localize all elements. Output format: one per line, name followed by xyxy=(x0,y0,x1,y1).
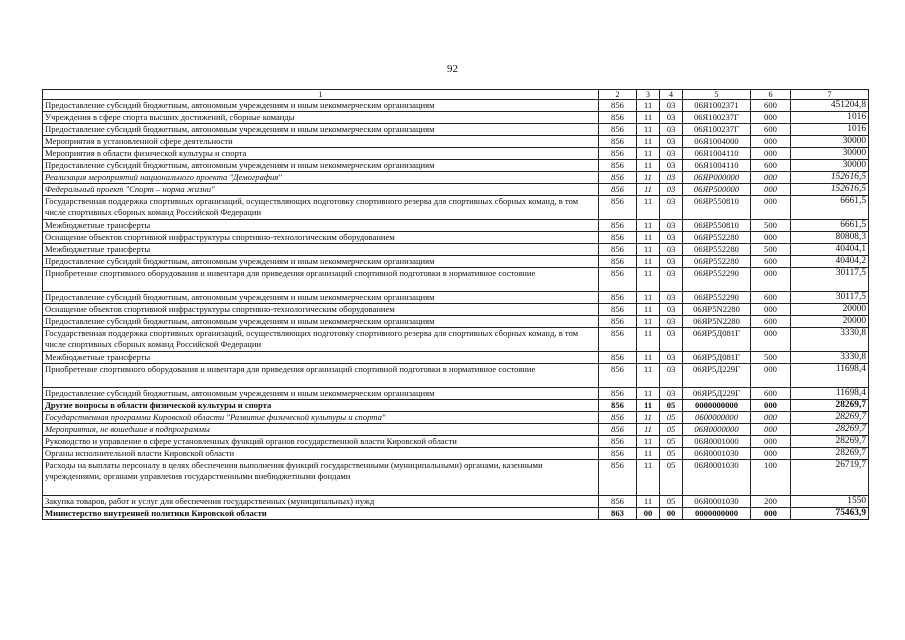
cell-name: Предоставление субсидий бюджетным, автономным учреждениям и иным некоммерческим организациям xyxy=(43,160,599,172)
cell-podrazdel: 03 xyxy=(660,244,683,256)
cell-name: Оснащение объектов спортивной инфраструктуры спортивно-технологическим оборудованием xyxy=(43,304,599,316)
cell-glava: 856 xyxy=(599,364,637,388)
column-header: 5 xyxy=(683,90,751,100)
cell-target-article: 06ЯР5N2280 xyxy=(683,316,751,328)
cell-name: Предоставление субсидий бюджетным, автономным учреждениям и иным некоммерческим организациям xyxy=(43,388,599,400)
cell-target-article: 06ЯР552280 xyxy=(683,244,751,256)
cell-glava: 856 xyxy=(599,220,637,232)
cell-podrazdel: 03 xyxy=(660,100,683,112)
cell-amount: 1016 xyxy=(791,112,869,124)
cell-expense-type: 000 xyxy=(751,424,791,436)
table-row xyxy=(43,184,869,196)
cell-target-article: 06ЯР552280 xyxy=(683,256,751,268)
table-row xyxy=(43,436,869,448)
cell-name: Предоставление субсидий бюджетным, автономным учреждениям и иным некоммерческим организациям xyxy=(43,256,599,268)
table-row xyxy=(43,352,869,364)
cell-podrazdel: 03 xyxy=(660,316,683,328)
cell-target-article: 06Я0000000 xyxy=(683,424,751,436)
cell-expense-type: 600 xyxy=(751,292,791,304)
cell-expense-type: 000 xyxy=(751,412,791,424)
cell-glava: 856 xyxy=(599,412,637,424)
cell-glava: 856 xyxy=(599,388,637,400)
cell-glava: 856 xyxy=(599,136,637,148)
cell-podrazdel: 03 xyxy=(660,232,683,244)
cell-podrazdel: 03 xyxy=(660,256,683,268)
table-row xyxy=(43,196,869,220)
cell-expense-type: 600 xyxy=(751,316,791,328)
cell-name: Межбюджетные трансферты xyxy=(43,220,599,232)
cell-name: Предоставление субсидий бюджетным, автономным учреждениям и иным некоммерческим организациям xyxy=(43,124,599,136)
cell-razdel: 11 xyxy=(637,316,660,328)
cell-target-article: 06ЯР5Д229Г xyxy=(683,388,751,400)
cell-target-article: 06ЯР5Д229Г xyxy=(683,364,751,388)
cell-target-article: 06ЯР550810 xyxy=(683,220,751,232)
cell-glava: 856 xyxy=(599,232,637,244)
cell-target-article: 06Я100237Г xyxy=(683,112,751,124)
cell-name: Государственная программа Кировской области "Развитие физической культуры и спорта" xyxy=(43,412,599,424)
cell-glava: 856 xyxy=(599,316,637,328)
cell-name: Учреждения в сфере спорта высших достижений, сборные команды xyxy=(43,112,599,124)
cell-target-article: 0600000000 xyxy=(683,412,751,424)
cell-expense-type: 500 xyxy=(751,220,791,232)
table-row xyxy=(43,256,869,268)
cell-target-article: 06ЯР000000 xyxy=(683,172,751,184)
cell-razdel: 11 xyxy=(637,268,660,292)
table-row xyxy=(43,508,869,520)
cell-expense-type: 000 xyxy=(751,508,791,520)
table-body xyxy=(43,100,869,520)
cell-amount: 6661,5 xyxy=(791,196,869,220)
cell-name: Реализация мероприятий национального проекта "Демография" xyxy=(43,172,599,184)
cell-name: Приобретение спортивного оборудования и инвентаря для приведения организаций спортивной подготовки в нормативное состояние xyxy=(43,364,599,388)
cell-glava: 856 xyxy=(599,124,637,136)
cell-podrazdel: 03 xyxy=(660,148,683,160)
cell-amount: 28269,7 xyxy=(791,448,869,460)
cell-amount: 152616,5 xyxy=(791,172,869,184)
cell-expense-type: 000 xyxy=(751,112,791,124)
cell-amount: 6661,5 xyxy=(791,220,869,232)
cell-podrazdel: 03 xyxy=(660,304,683,316)
table-row xyxy=(43,136,869,148)
cell-razdel: 11 xyxy=(637,112,660,124)
cell-podrazdel: 03 xyxy=(660,136,683,148)
cell-amount: 152616,5 xyxy=(791,184,869,196)
cell-amount: 11698,4 xyxy=(791,388,869,400)
cell-razdel: 11 xyxy=(637,124,660,136)
cell-amount: 3330,8 xyxy=(791,328,869,352)
column-header: 2 xyxy=(599,90,637,100)
cell-name: Руководство и управление в сфере установленных функций органов государственной власти Кировской области xyxy=(43,436,599,448)
cell-amount: 30000 xyxy=(791,148,869,160)
cell-podrazdel: 05 xyxy=(660,496,683,508)
table-row xyxy=(43,100,869,112)
cell-razdel: 11 xyxy=(637,412,660,424)
cell-target-article: 0000000000 xyxy=(683,508,751,520)
cell-name: Государственная поддержка спортивных организаций, осуществляющих подготовку спортивного резерва для спортивных сборных команд, в том числе спортивных сборных команд Российской Федерации xyxy=(43,328,599,352)
cell-razdel: 11 xyxy=(637,172,660,184)
cell-glava: 856 xyxy=(599,148,637,160)
cell-razdel: 11 xyxy=(637,292,660,304)
cell-podrazdel: 05 xyxy=(660,412,683,424)
table-row xyxy=(43,244,869,256)
cell-name: Оснащение объектов спортивной инфраструктуры спортивно-технологическим оборудованием xyxy=(43,232,599,244)
table-row xyxy=(43,292,869,304)
cell-podrazdel: 05 xyxy=(660,436,683,448)
cell-podrazdel: 03 xyxy=(660,388,683,400)
cell-podrazdel: 03 xyxy=(660,328,683,352)
cell-target-article: 06Я0001030 xyxy=(683,448,751,460)
table-row xyxy=(43,400,869,412)
cell-podrazdel: 03 xyxy=(660,364,683,388)
cell-expense-type: 000 xyxy=(751,172,791,184)
cell-podrazdel: 03 xyxy=(660,172,683,184)
column-header: 4 xyxy=(660,90,683,100)
cell-razdel: 11 xyxy=(637,364,660,388)
column-header: 6 xyxy=(751,90,791,100)
table-row xyxy=(43,304,869,316)
cell-glava: 856 xyxy=(599,196,637,220)
cell-name: Предоставление субсидий бюджетным, автономным учреждениям и иным некоммерческим организациям xyxy=(43,292,599,304)
cell-expense-type: 600 xyxy=(751,124,791,136)
cell-target-article: 06Я1004000 xyxy=(683,136,751,148)
cell-target-article: 06Я1004110 xyxy=(683,148,751,160)
cell-glava: 856 xyxy=(599,460,637,496)
cell-podrazdel: 05 xyxy=(660,400,683,412)
cell-expense-type: 000 xyxy=(751,328,791,352)
cell-razdel: 11 xyxy=(637,388,660,400)
cell-expense-type: 200 xyxy=(751,496,791,508)
table-row xyxy=(43,460,869,496)
cell-razdel: 11 xyxy=(637,160,660,172)
cell-glava: 856 xyxy=(599,436,637,448)
page-number: 92 xyxy=(447,63,458,75)
cell-podrazdel: 05 xyxy=(660,424,683,436)
cell-name: Закупка товаров, работ и услуг для обеспечения государственных (муниципальных) нужд xyxy=(43,496,599,508)
cell-target-article: 06Я0001000 xyxy=(683,436,751,448)
cell-razdel: 11 xyxy=(637,256,660,268)
table-row xyxy=(43,148,869,160)
table-row xyxy=(43,388,869,400)
cell-target-article: 06ЯР5N2280 xyxy=(683,304,751,316)
cell-target-article: 06ЯР550810 xyxy=(683,196,751,220)
table-row xyxy=(43,268,869,292)
cell-podrazdel: 03 xyxy=(660,196,683,220)
cell-expense-type: 000 xyxy=(751,196,791,220)
cell-glava: 856 xyxy=(599,256,637,268)
cell-razdel: 00 xyxy=(637,508,660,520)
cell-name: Министерство внутренней политики Кировской области xyxy=(43,508,599,520)
cell-name: Межбюджетные трансферты xyxy=(43,244,599,256)
cell-target-article: 06ЯР5Д081Г xyxy=(683,352,751,364)
cell-expense-type: 000 xyxy=(751,232,791,244)
cell-target-article: 06Я100237Г xyxy=(683,124,751,136)
cell-target-article: 06ЯР5Д081Г xyxy=(683,328,751,352)
cell-amount: 26719,7 xyxy=(791,460,869,496)
cell-expense-type: 000 xyxy=(751,148,791,160)
cell-expense-type: 000 xyxy=(751,448,791,460)
table-row xyxy=(43,424,869,436)
cell-podrazdel: 03 xyxy=(660,184,683,196)
table-row xyxy=(43,112,869,124)
cell-target-article: 06ЯР552290 xyxy=(683,268,751,292)
cell-podrazdel: 03 xyxy=(660,220,683,232)
cell-expense-type: 100 xyxy=(751,460,791,496)
header-row xyxy=(43,90,869,100)
budget-table xyxy=(42,89,869,520)
cell-podrazdel: 03 xyxy=(660,268,683,292)
cell-name: Государственная поддержка спортивных организаций, осуществляющих подготовку спортивного резерва для спортивных сборных команд, в том числе спортивных сборных команд Российской Федерации xyxy=(43,196,599,220)
cell-target-article: 06ЯР500000 xyxy=(683,184,751,196)
cell-amount: 80808,3 xyxy=(791,232,869,244)
cell-podrazdel: 03 xyxy=(660,352,683,364)
cell-glava: 856 xyxy=(599,400,637,412)
cell-podrazdel: 05 xyxy=(660,460,683,496)
cell-amount: 40404,2 xyxy=(791,256,869,268)
cell-glava: 856 xyxy=(599,160,637,172)
cell-podrazdel: 00 xyxy=(660,508,683,520)
cell-amount: 28269,7 xyxy=(791,400,869,412)
cell-razdel: 11 xyxy=(637,352,660,364)
cell-expense-type: 000 xyxy=(751,400,791,412)
table-row xyxy=(43,220,869,232)
cell-razdel: 11 xyxy=(637,244,660,256)
cell-glava: 856 xyxy=(599,244,637,256)
cell-podrazdel: 03 xyxy=(660,292,683,304)
cell-expense-type: 000 xyxy=(751,304,791,316)
cell-target-article: 06Я1002371 xyxy=(683,100,751,112)
cell-name: Мероприятия, не вошедшие в подпрограммы xyxy=(43,424,599,436)
table-row xyxy=(43,232,869,244)
cell-amount: 3330,8 xyxy=(791,352,869,364)
cell-amount: 11698,4 xyxy=(791,364,869,388)
cell-expense-type: 600 xyxy=(751,100,791,112)
cell-name: Другие вопросы в области физической культуры и спорта xyxy=(43,400,599,412)
cell-glava: 856 xyxy=(599,268,637,292)
cell-razdel: 11 xyxy=(637,436,660,448)
cell-razdel: 11 xyxy=(637,232,660,244)
cell-amount: 1016 xyxy=(791,124,869,136)
cell-podrazdel: 03 xyxy=(660,160,683,172)
cell-razdel: 11 xyxy=(637,400,660,412)
cell-name: Органы исполнительной власти Кировской области xyxy=(43,448,599,460)
cell-target-article: 06Я0001030 xyxy=(683,496,751,508)
cell-razdel: 11 xyxy=(637,148,660,160)
cell-glava: 856 xyxy=(599,496,637,508)
cell-target-article: 06ЯР552280 xyxy=(683,232,751,244)
cell-glava: 856 xyxy=(599,352,637,364)
cell-razdel: 11 xyxy=(637,496,660,508)
cell-amount: 451204,8 xyxy=(791,100,869,112)
cell-expense-type: 000 xyxy=(751,364,791,388)
cell-podrazdel: 05 xyxy=(660,448,683,460)
cell-amount: 30117,5 xyxy=(791,268,869,292)
table-row xyxy=(43,172,869,184)
table-row xyxy=(43,160,869,172)
cell-razdel: 11 xyxy=(637,196,660,220)
cell-glava: 856 xyxy=(599,448,637,460)
cell-name: Межбюджетные трансферты xyxy=(43,352,599,364)
cell-expense-type: 600 xyxy=(751,388,791,400)
cell-name: Предоставление субсидий бюджетным, автономным учреждениям и иным некоммерческим организациям xyxy=(43,316,599,328)
table-row xyxy=(43,124,869,136)
cell-glava: 863 xyxy=(599,508,637,520)
cell-razdel: 11 xyxy=(637,460,660,496)
cell-amount: 40404,1 xyxy=(791,244,869,256)
table-row xyxy=(43,496,869,508)
cell-target-article: 06ЯР552290 xyxy=(683,292,751,304)
table-row xyxy=(43,316,869,328)
cell-amount: 30117,5 xyxy=(791,292,869,304)
cell-razdel: 11 xyxy=(637,328,660,352)
table-row xyxy=(43,412,869,424)
cell-name: Федеральный проект "Спорт – норма жизни" xyxy=(43,184,599,196)
cell-amount: 28269,7 xyxy=(791,412,869,424)
cell-amount: 75463,9 xyxy=(791,508,869,520)
cell-target-article: 0000000000 xyxy=(683,400,751,412)
cell-razdel: 11 xyxy=(637,184,660,196)
cell-glava: 856 xyxy=(599,292,637,304)
cell-razdel: 11 xyxy=(637,304,660,316)
cell-expense-type: 500 xyxy=(751,352,791,364)
cell-glava: 856 xyxy=(599,328,637,352)
cell-glava: 856 xyxy=(599,424,637,436)
cell-amount: 30000 xyxy=(791,160,869,172)
cell-target-article: 06Я1004110 xyxy=(683,160,751,172)
table-row xyxy=(43,448,869,460)
cell-glava: 856 xyxy=(599,184,637,196)
cell-expense-type: 000 xyxy=(751,436,791,448)
cell-expense-type: 500 xyxy=(751,244,791,256)
cell-razdel: 11 xyxy=(637,424,660,436)
cell-amount: 30000 xyxy=(791,136,869,148)
cell-podrazdel: 03 xyxy=(660,112,683,124)
cell-glava: 856 xyxy=(599,112,637,124)
cell-glava: 856 xyxy=(599,172,637,184)
cell-amount: 20000 xyxy=(791,304,869,316)
column-header: 7 xyxy=(791,90,869,100)
cell-expense-type: 000 xyxy=(751,184,791,196)
cell-glava: 856 xyxy=(599,100,637,112)
cell-name: Приобретение спортивного оборудования и инвентаря для приведения организаций спортивной подготовки в нормативное состояние xyxy=(43,268,599,292)
cell-target-article: 06Я0001030 xyxy=(683,460,751,496)
cell-amount: 28269,7 xyxy=(791,436,869,448)
cell-name: Предоставление субсидий бюджетным, автономным учреждениям и иным некоммерческим организациям xyxy=(43,100,599,112)
cell-expense-type: 600 xyxy=(751,160,791,172)
cell-amount: 1550 xyxy=(791,496,869,508)
cell-razdel: 11 xyxy=(637,448,660,460)
column-header: 3 xyxy=(637,90,660,100)
cell-name: Мероприятия в установленной сфере деятельности xyxy=(43,136,599,148)
cell-amount: 20000 xyxy=(791,316,869,328)
column-header: 1 xyxy=(43,90,599,100)
cell-razdel: 11 xyxy=(637,220,660,232)
cell-expense-type: 000 xyxy=(751,268,791,292)
cell-podrazdel: 03 xyxy=(660,124,683,136)
cell-name: Мероприятия в области физической культуры и спорта xyxy=(43,148,599,160)
cell-name: Расходы на выплаты персоналу в целях обеспечения выполнения функций государственными (муниципальными) органами, казенными учреждениями, органами управления государственными внебюджетными фондами xyxy=(43,460,599,496)
cell-glava: 856 xyxy=(599,304,637,316)
cell-expense-type: 600 xyxy=(751,256,791,268)
cell-amount: 28269,7 xyxy=(791,424,869,436)
cell-razdel: 11 xyxy=(637,136,660,148)
cell-expense-type: 000 xyxy=(751,136,791,148)
cell-razdel: 11 xyxy=(637,100,660,112)
table-row xyxy=(43,364,869,388)
table-row xyxy=(43,328,869,352)
